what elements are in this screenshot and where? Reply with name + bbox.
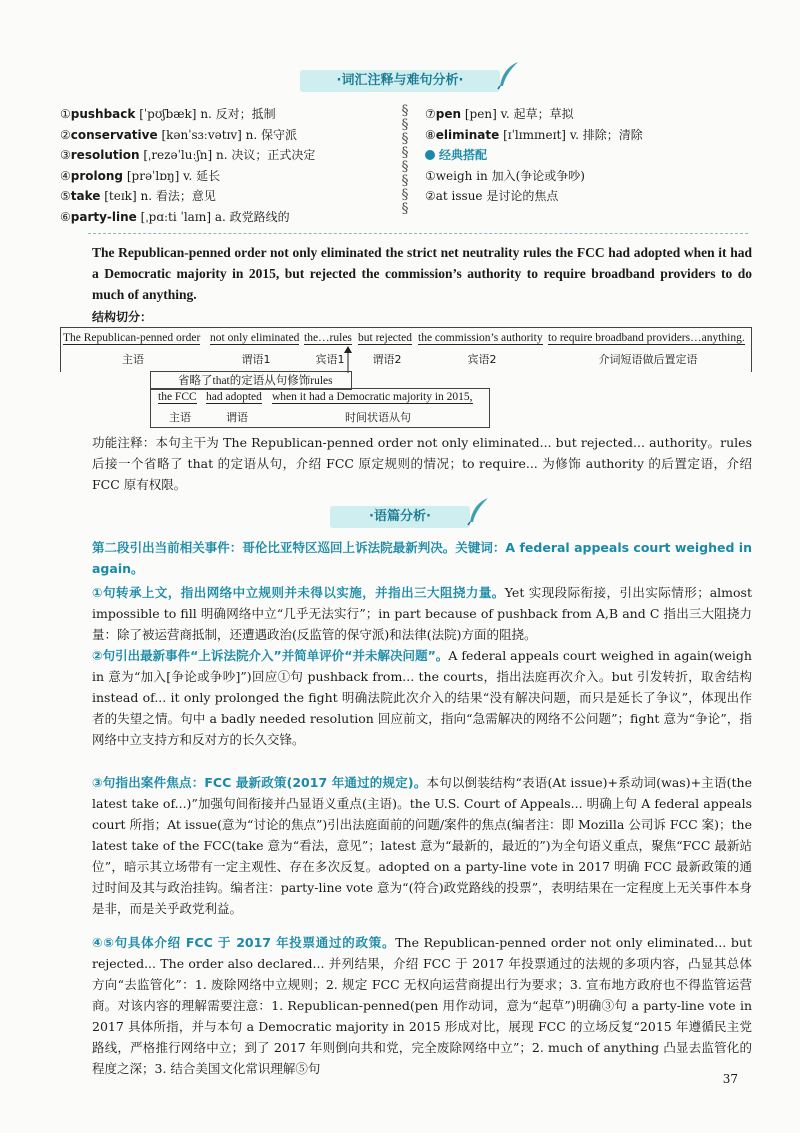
segment-label: 谓语1 <box>241 353 271 366</box>
section-banner-discourse <box>330 506 470 528</box>
segment-text: the…rules <box>304 332 352 344</box>
point-body: The Republican-penned order not only eliminated... but rejected... The order also declared... 并列结果，介绍 FCC 于 2017 年投票通过的法规的多项内容，凸显其总体方向“去监管化”：1. 废除网络中立规则；2. 规定 FCC 无权向运营商提出行为要求；3. 宣布地方政府也不得监管运营商。对该内容的理解需要注意：1. Republican-penned(pen 用作动词，意为“起草”)明确③句 a party-line vote in 2017 具体所指，并与本句 a Democratic majority in 2015 形成对比，展现 FCC 的立场反复“2015 年遵循民主党路线，严格推行网络中立；到了 2017 年则倒向共和党，完全废除网络中立”；2. much of anything 凸显去监管化的程度之深；3. 结合美国文化常识理解⑤句 <box>92 935 752 1076</box>
collocation-item: ②at issue 是讨论的焦点 <box>425 189 559 203</box>
dashed-divider <box>88 233 748 234</box>
vocab-item: ⑧eliminate [ɪˈlɪmɪneɪt] v. 排除；清除 <box>425 127 643 142</box>
segment-text: The Republican-penned order <box>63 332 201 344</box>
function-note: 功能注释：本句主干为 The Republican-penned order not only eliminated... but rejected... authority。rules 后接一个省略了 that 的定语从句，介绍 FCC 原定规则的情况；to require... 为修饰 authority 的后置定语，介绍 FCC 原有权限。 <box>92 435 752 492</box>
vocab-item: ④prolong [prəˈlɒŋ] v. 延长 <box>60 168 221 183</box>
arrow-up-icon <box>343 345 353 373</box>
segment-label: 介词短语做后置定语 <box>598 353 698 366</box>
vocab-item: ①pushback [ˈpʊʃbæk] n. 反对；抵制 <box>60 107 276 121</box>
point-heading: ④⑤句具体介绍 FCC 于 2017 年投票通过的政策。 <box>92 935 396 950</box>
section-banner-vocab <box>300 70 500 92</box>
point-heading: ③句指出案件焦点：FCC 最新政策(2017 年通过的规定)。 <box>92 775 427 790</box>
vocab-item: ⑥party-line [ˌpɑːti ˈlaɪn] a. 政党路线的 <box>60 209 290 224</box>
vocab-item: ⑤take [teɪk] n. 看法；意见 <box>60 189 216 203</box>
segment-label: 宾语1 <box>315 353 345 366</box>
sub-segment-label: 谓语 <box>226 411 248 424</box>
banner-discourse-text: ·语篇分析· <box>369 509 431 524</box>
feather-pen-icon <box>466 496 492 526</box>
point-body: 本句以倒装结构“表语(At issue)+系动词(was)+主语(the latest take of...)”加强句间衔接并凸显语义重点(主语)。the U.S. Court of Appeals... 明确上句 A federal appeals court 所指；At issue(意为“讨论的焦点”)引出法庭面前的问题/案件的焦点(编者注：即 Mozilla 公司诉 FCC 案)；the latest take of the FCC(take 意为“看法，意见”；latest 意为“最新的，最近的”)为全句语义重点，聚焦“FCC 最新站位”，暗示其立场带有一定主观性、存在多次反复。adopted on a party-line vote in 2017 明确 FCC 最新政策的通过时间及其与政治挂钩。编者注：party-line vote 意为“(符合)政党路线的投票”，表明结果在一定程度上无关事件本身是非，而是关乎政党利益。 <box>92 775 752 916</box>
discourse-point-2 <box>92 645 752 750</box>
vocab-list-left <box>60 104 315 227</box>
vocab-item: ⑦pen [pen] v. 起草；草拟 <box>425 107 574 121</box>
clause-note: 省略了that的定语从句修饰rules <box>178 375 333 387</box>
point-body: A federal appeals court weighed in again(weigh in 意为“加入[争论或争吵]”)回应①句 pushback from... the courts，指出法庭再次介入。but 引发转折，取舍结构 instead of... it only prolonged the fight 明确法院此次介入的结果“没有解决问题，而只是延长了争议”，体现出作者的失望之情。句中 a badly needed resolution 回应前文，指向“急需解决的网络不公问题”；fight 意为“争论”，指网络中立支持方和反对方的长久交锋。 <box>92 648 752 747</box>
page-number: 37 <box>722 1072 738 1086</box>
structure-heading: 结构切分： <box>92 310 153 324</box>
segment-label: 宾语2 <box>467 353 497 366</box>
sub-segment-text: had adopted <box>206 391 262 403</box>
point-body: Yet 实现段际衔接，引出实际情形；almost impossible to fill 明确网络中立“几乎无法实行”；in part because of pushback from A,B and C 指出三大阻挠力量：除了被运营商抵制，还遭遇政治(反监管的保守派)和法律(法院)方面的阻挠。 <box>92 585 752 642</box>
segment-text: to require broadband providers…anything. <box>548 332 745 344</box>
point-heading: ②句引出最新事件“上诉法院介入”并简单评价“并未解决问题”。 <box>92 648 449 663</box>
vocab-list-right <box>425 104 643 207</box>
segment-text: not only eliminated <box>210 332 300 344</box>
discourse-intro: 第二段引出当前相关事件：哥伦比亚特区巡回上诉法院最新判决。关键词：A federal appeals court weighed in again。 <box>92 540 752 576</box>
segment-label: 谓语2 <box>372 353 402 366</box>
sub-segment-text: when it had a Democratic majority in 2015, <box>272 391 473 403</box>
feather-pen-icon <box>496 60 522 90</box>
point-heading: ①句转承上文，指出网络中立规则并未得以实施，并指出三大阻挠力量。 <box>92 585 505 600</box>
collocation-item: ①weigh in 加入(争论或争吵) <box>425 168 585 183</box>
sub-segment-label: 时间状语从句 <box>345 411 411 424</box>
discourse-point-1 <box>92 582 752 645</box>
sentence-structure-diagram <box>60 327 750 432</box>
sub-segment-label: 主语 <box>169 411 191 424</box>
segment-text: the commission’s authority <box>418 332 543 344</box>
collocation-heading: 经典搭配 <box>425 145 643 166</box>
discourse-point-3 <box>92 772 752 919</box>
segment-label: 主语 <box>122 353 144 366</box>
segment-text: but rejected <box>358 332 412 344</box>
bullet-dot-icon <box>425 150 435 160</box>
vocab-item: ③resolution [ˌrezəˈluːʃn] n. 决议；正式决定 <box>60 148 316 162</box>
spiral-binding-divider: § § § § § § § § <box>401 103 409 217</box>
vocab-item: ②conservative [kənˈsɜːvətɪv] n. 保守派 <box>60 127 298 142</box>
discourse-point-4 <box>92 932 752 1079</box>
sub-segment-text: the FCC <box>158 391 197 403</box>
banner-vocab-text: ·词汇注释与难句分析· <box>336 73 464 88</box>
key-sentence: The Republican-penned order not only eliminated the strict net neutrality rules the FCC had adopted when it had a Democratic majority in 2015, but rejected the commission’s authority to require broadband providers to do much of anything. <box>92 245 752 302</box>
